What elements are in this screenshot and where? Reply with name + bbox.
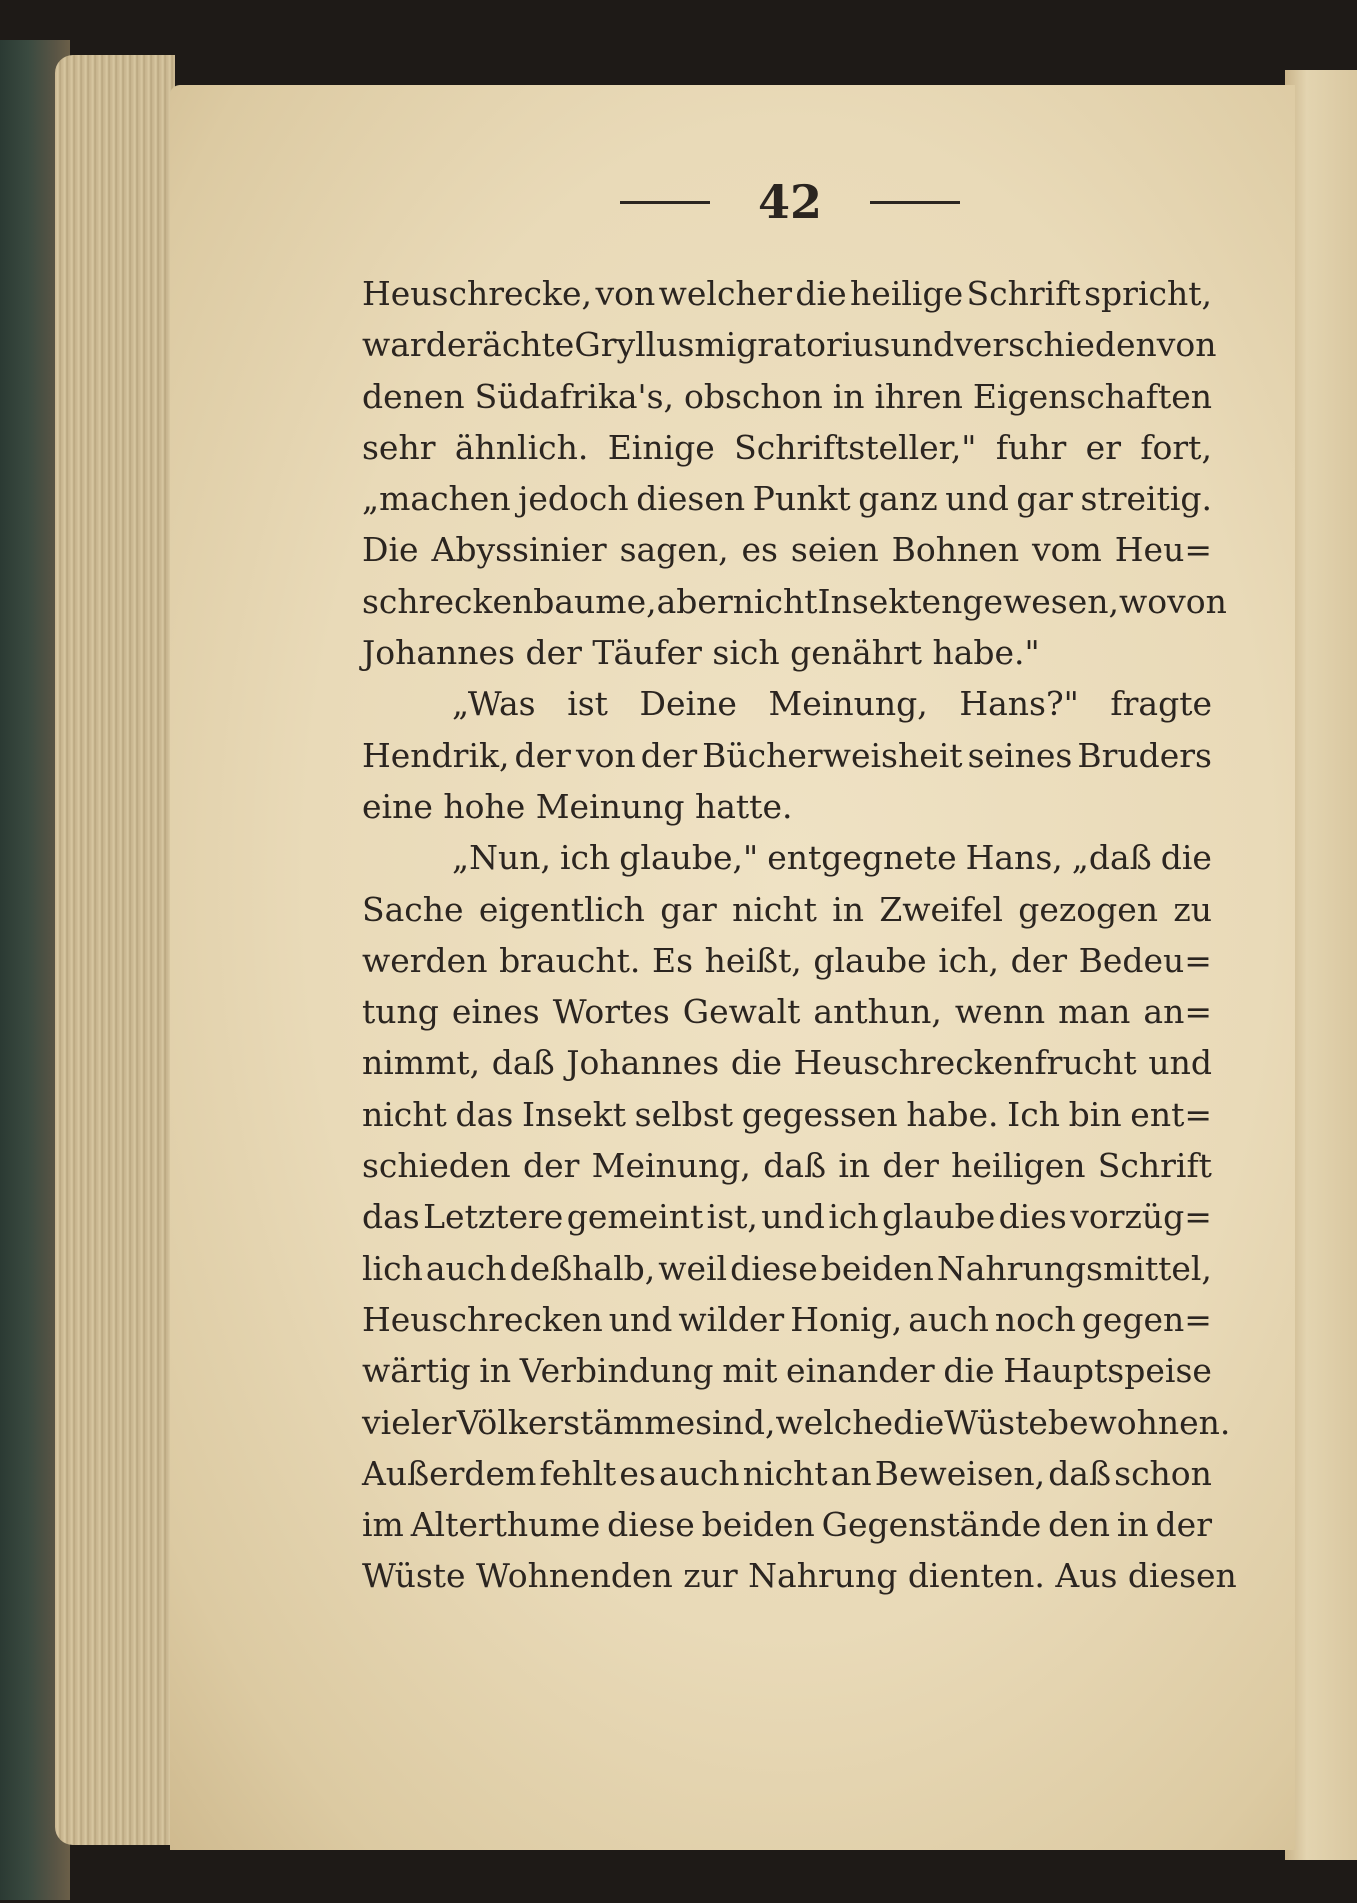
text-line: Johannes der Täufer sich genährt habe."	[362, 633, 1040, 673]
text-line: schreckenbaume, aber nicht Insekten gewesen, wovon	[362, 581, 1227, 621]
page-header	[620, 172, 960, 232]
text-line: vieler Völkerstämme sind, welche die Wüste bewohnen.	[362, 1402, 1231, 1442]
text-line: sehr ähnlich. Einige Schriftsteller," fuhr er fort,	[362, 427, 1212, 467]
text-line: denen Südafrika's, obschon in ihren Eigenschaften	[362, 376, 1212, 416]
text-line: „Was ist Deine Meinung, Hans?" fragte	[452, 684, 1212, 724]
text-line: „machen jedoch diesen Punkt ganz und gar streitig.	[362, 479, 1212, 519]
header-rule-right	[870, 201, 960, 204]
text-line: Außerdem fehlt es auch nicht an Beweisen, daß schon	[362, 1453, 1212, 1493]
text-line: schieden der Meinung, daß in der heiligen Schrift	[362, 1146, 1212, 1186]
page-number: 42	[757, 175, 822, 229]
text-line: tung eines Wortes Gewalt anthun, wenn man an=	[362, 992, 1212, 1032]
text-line: eine hohe Meinung hatte.	[362, 786, 793, 826]
text-line: Sache eigentlich gar nicht in Zweifel gezogen zu	[362, 889, 1212, 929]
page-stack-edges	[55, 55, 175, 1845]
text-line: werden braucht. Es heißt, glaube ich, der Bedeu=	[362, 940, 1212, 980]
text-line: im Alterthume diese beiden Gegenstände den in der	[362, 1505, 1212, 1545]
body-text	[362, 268, 1237, 1602]
text-line: Heuschrecken und wilder Honig, auch noch gegen=	[362, 1299, 1212, 1339]
text-line: Hendrik, der von der Bücherweisheit seines Bruders	[362, 735, 1212, 775]
text-line: nimmt, daß Johannes die Heuschreckenfrucht und	[362, 1043, 1212, 1083]
text-line: „Nun, ich glaube," entgegnete Hans, „daß die	[452, 838, 1212, 878]
text-line: lich auch deßhalb, weil diese beiden Nahrungsmittel,	[362, 1248, 1212, 1288]
text-line: nicht das Insekt selbst gegessen habe. Ich bin ent=	[362, 1094, 1212, 1134]
text-line: Wüste Wohnenden zur Nahrung dienten. Aus diesen	[362, 1556, 1237, 1596]
text-line: das Letztere gemeint ist, und ich glaube dies vorzüg=	[362, 1197, 1212, 1237]
facing-page-edge	[1285, 70, 1357, 1860]
text-line: Die Abyssinier sagen, es seien Bohnen vom Heu=	[362, 530, 1212, 570]
header-rule-left	[620, 201, 710, 204]
text-line: wärtig in Verbindung mit einander die Hauptspeise	[362, 1351, 1212, 1391]
text-line: Heuschrecke, von welcher die heilige Schrift spricht,	[362, 274, 1212, 313]
text-line: war der ächte Gryllus migratorius und verschieden von	[362, 325, 1217, 365]
